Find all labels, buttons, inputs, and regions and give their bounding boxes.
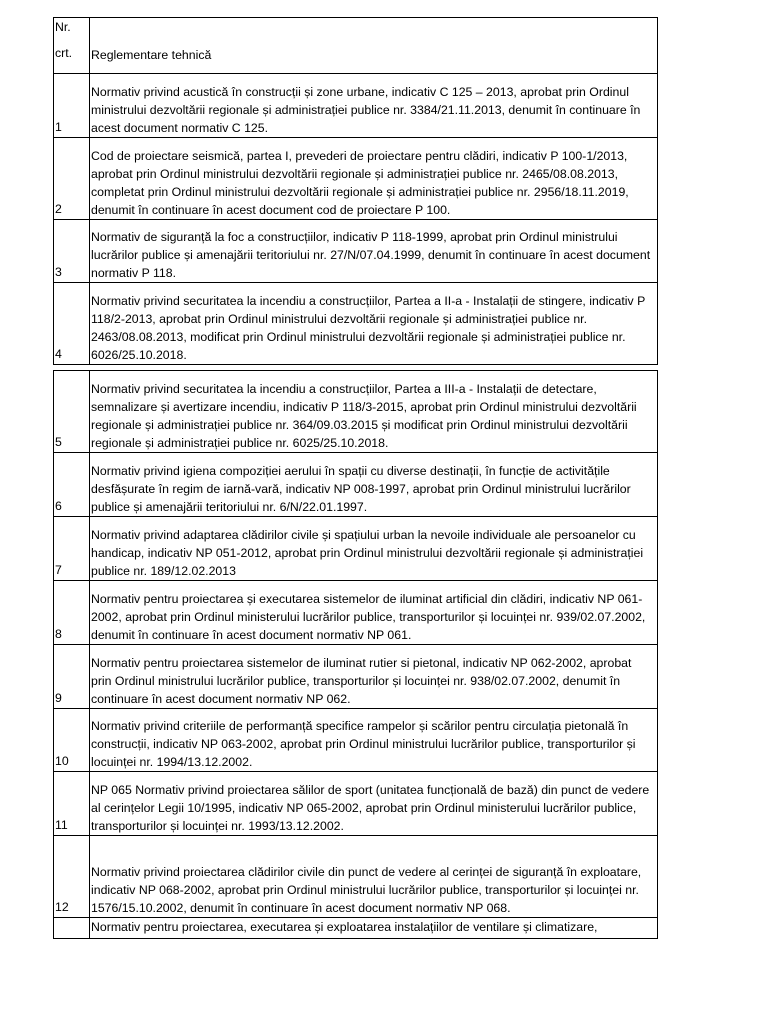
row-text: Normativ pentru proiectarea sistemelor de iluminat rutier si pietonal, indicativ NP 062-2002, aprobat prin Ordinul ministrului lucrărilor publice, transporturilor și locuinței nr. 938/02.07.2002, denumit în continuare în acest document normativ NP 062. [90,645,658,709]
row-text: Normativ privind igiena compoziției aerului în spații cu diverse destinații, în funcție de activitățile desfășurate în regim de iarnă-vară, indicativ NP 008-1997, aprobat prin Ordinul ministrului lucrărilor publice și amenajării teritoriului nr. 6/N/22.01.1997. [90,453,658,517]
header-title: Reglementare tehnică [91,48,212,62]
row-number: 12 [54,836,90,918]
regulations-table-top [53,17,658,365]
header-nr-label: Nr. [55,20,71,34]
row-number: 7 [54,517,90,581]
table-row [54,772,658,836]
row-number: 9 [54,645,90,709]
row-text: Normativ privind adaptarea clădirilor civile și spațiului urban la nevoile individuale ale persoanelor cu handicap, indicativ NP 051-2012, aprobat prin Ordinul ministrului dezvoltării regionale și administrației publice nr. 189/12.02.2013 [90,517,658,581]
row-number [54,918,90,939]
table-row [54,645,658,709]
row-text: Normativ privind proiectarea clădirilor civile din punct de vedere al cerinței de siguranță în exploatare, indicativ NP 068-2002, aprobat prin Ordinul ministrului lucrărilor publice, transporturilor și locuinței nr. 1576/15.10.2002, denumit în continuare în acest document normativ NP 068. [90,836,658,918]
header-title-cell [90,18,658,74]
row-text: Cod de proiectare seismică, partea I, prevederi de proiectare pentru clădiri, indicativ P 100-1/2013, aprobat prin Ordinul ministrului dezvoltării regionale și administrației publice nr. 2465/08.08.2013, completat prin Ordinul ministrului dezvoltării regionale și administrației publice nr. 2956/18.11.2019, denumit în continuare în acest document cod de proiectare P 100. [90,138,658,220]
table-row [54,220,658,283]
table-row [54,453,658,517]
row-text: Normativ privind securitatea la incendiu a construcțiilor, Partea a II-a - Instalații de stingere, indicativ P 118/2-2013, aprobat prin Ordinul ministrului dezvoltării regionale și administrației publice nr. 2463/08.08.2013, modificat prin Ordinul ministrului dezvoltării regionale și administrației publice nr. 6026/25.10.2018. [90,283,658,365]
row-number: 6 [54,453,90,517]
row-number: 8 [54,581,90,645]
header-crt-label: crt. [55,46,73,60]
table-row [54,918,658,939]
table-row [54,283,658,365]
table-row [54,517,658,581]
table-row [54,138,658,220]
table-row [54,74,658,138]
table-header-row [54,18,658,74]
row-text: Normativ privind acustică în construcții și zone urbane, indicativ C 125 – 2013, aprobat prin Ordinul ministrului dezvoltării regionale și administrației publice nr. 3384/21.11.2013, denumit în continuare în acest document normativ C 125. [90,74,658,138]
table-row [54,371,658,453]
row-text: Normativ pentru proiectarea, executarea și exploatarea instalațiilor de ventilare și climatizare, [90,918,658,939]
row-text: Normativ privind criteriile de performanță specifice rampelor și scărilor pentru circulația pietonală în construcții, indicativ NP 063-2002, aprobat prin Ordinul ministrului lucrărilor publice, transporturilor și locuinței nr. 1994/13.12.2002. [90,709,658,772]
table-row [54,836,658,918]
table-row [54,581,658,645]
row-number: 5 [54,371,90,453]
table-row [54,709,658,772]
row-text: NP 065 Normativ privind proiectarea sălilor de sport (unitatea funcțională de bază) din punct de vedere al cerințelor Legii 10/1995, indicativ NP 065-2002, aprobat prin Ordinul ministerului lucrărilor publice, transporturilor și locuinței nr. 1993/13.12.2002. [90,772,658,836]
row-number: 11 [54,772,90,836]
row-number: 10 [54,709,90,772]
header-nr-cell [54,18,90,74]
regulations-table-bottom [53,370,658,939]
row-number: 3 [54,220,90,283]
row-number: 2 [54,138,90,220]
row-number: 1 [54,74,90,138]
row-number: 4 [54,283,90,365]
row-text: Normativ pentru proiectarea și executarea sistemelor de iluminat artificial din clădiri, indicativ NP 061-2002, aprobat prin Ordinul ministerului lucrărilor publice, transporturilor și locuinței nr. 939/02.07.2002, denumit în continuare în acest document normativ NP 061. [90,581,658,645]
row-text: Normativ privind securitatea la incendiu a construcțiilor, Partea a III-a - Instalații de detectare, semnalizare și avertizare incendiu, indicativ P 118/3-2015, aprobat prin Ordinul ministrului dezvoltării regionale și administrației publice nr. 364/09.03.2015 și modificat prin Ordinul ministrului dezvoltării regionale și administrației publice nr. 6025/25.10.2018. [90,371,658,453]
row-text: Normativ de siguranță la foc a construcțiilor, indicativ P 118-1999, aprobat prin Ordinul ministrului lucrărilor publice și amenajării teritoriului nr. 27/N/07.04.1999, denumit în continuare în acest document normativ P 118. [90,220,658,283]
